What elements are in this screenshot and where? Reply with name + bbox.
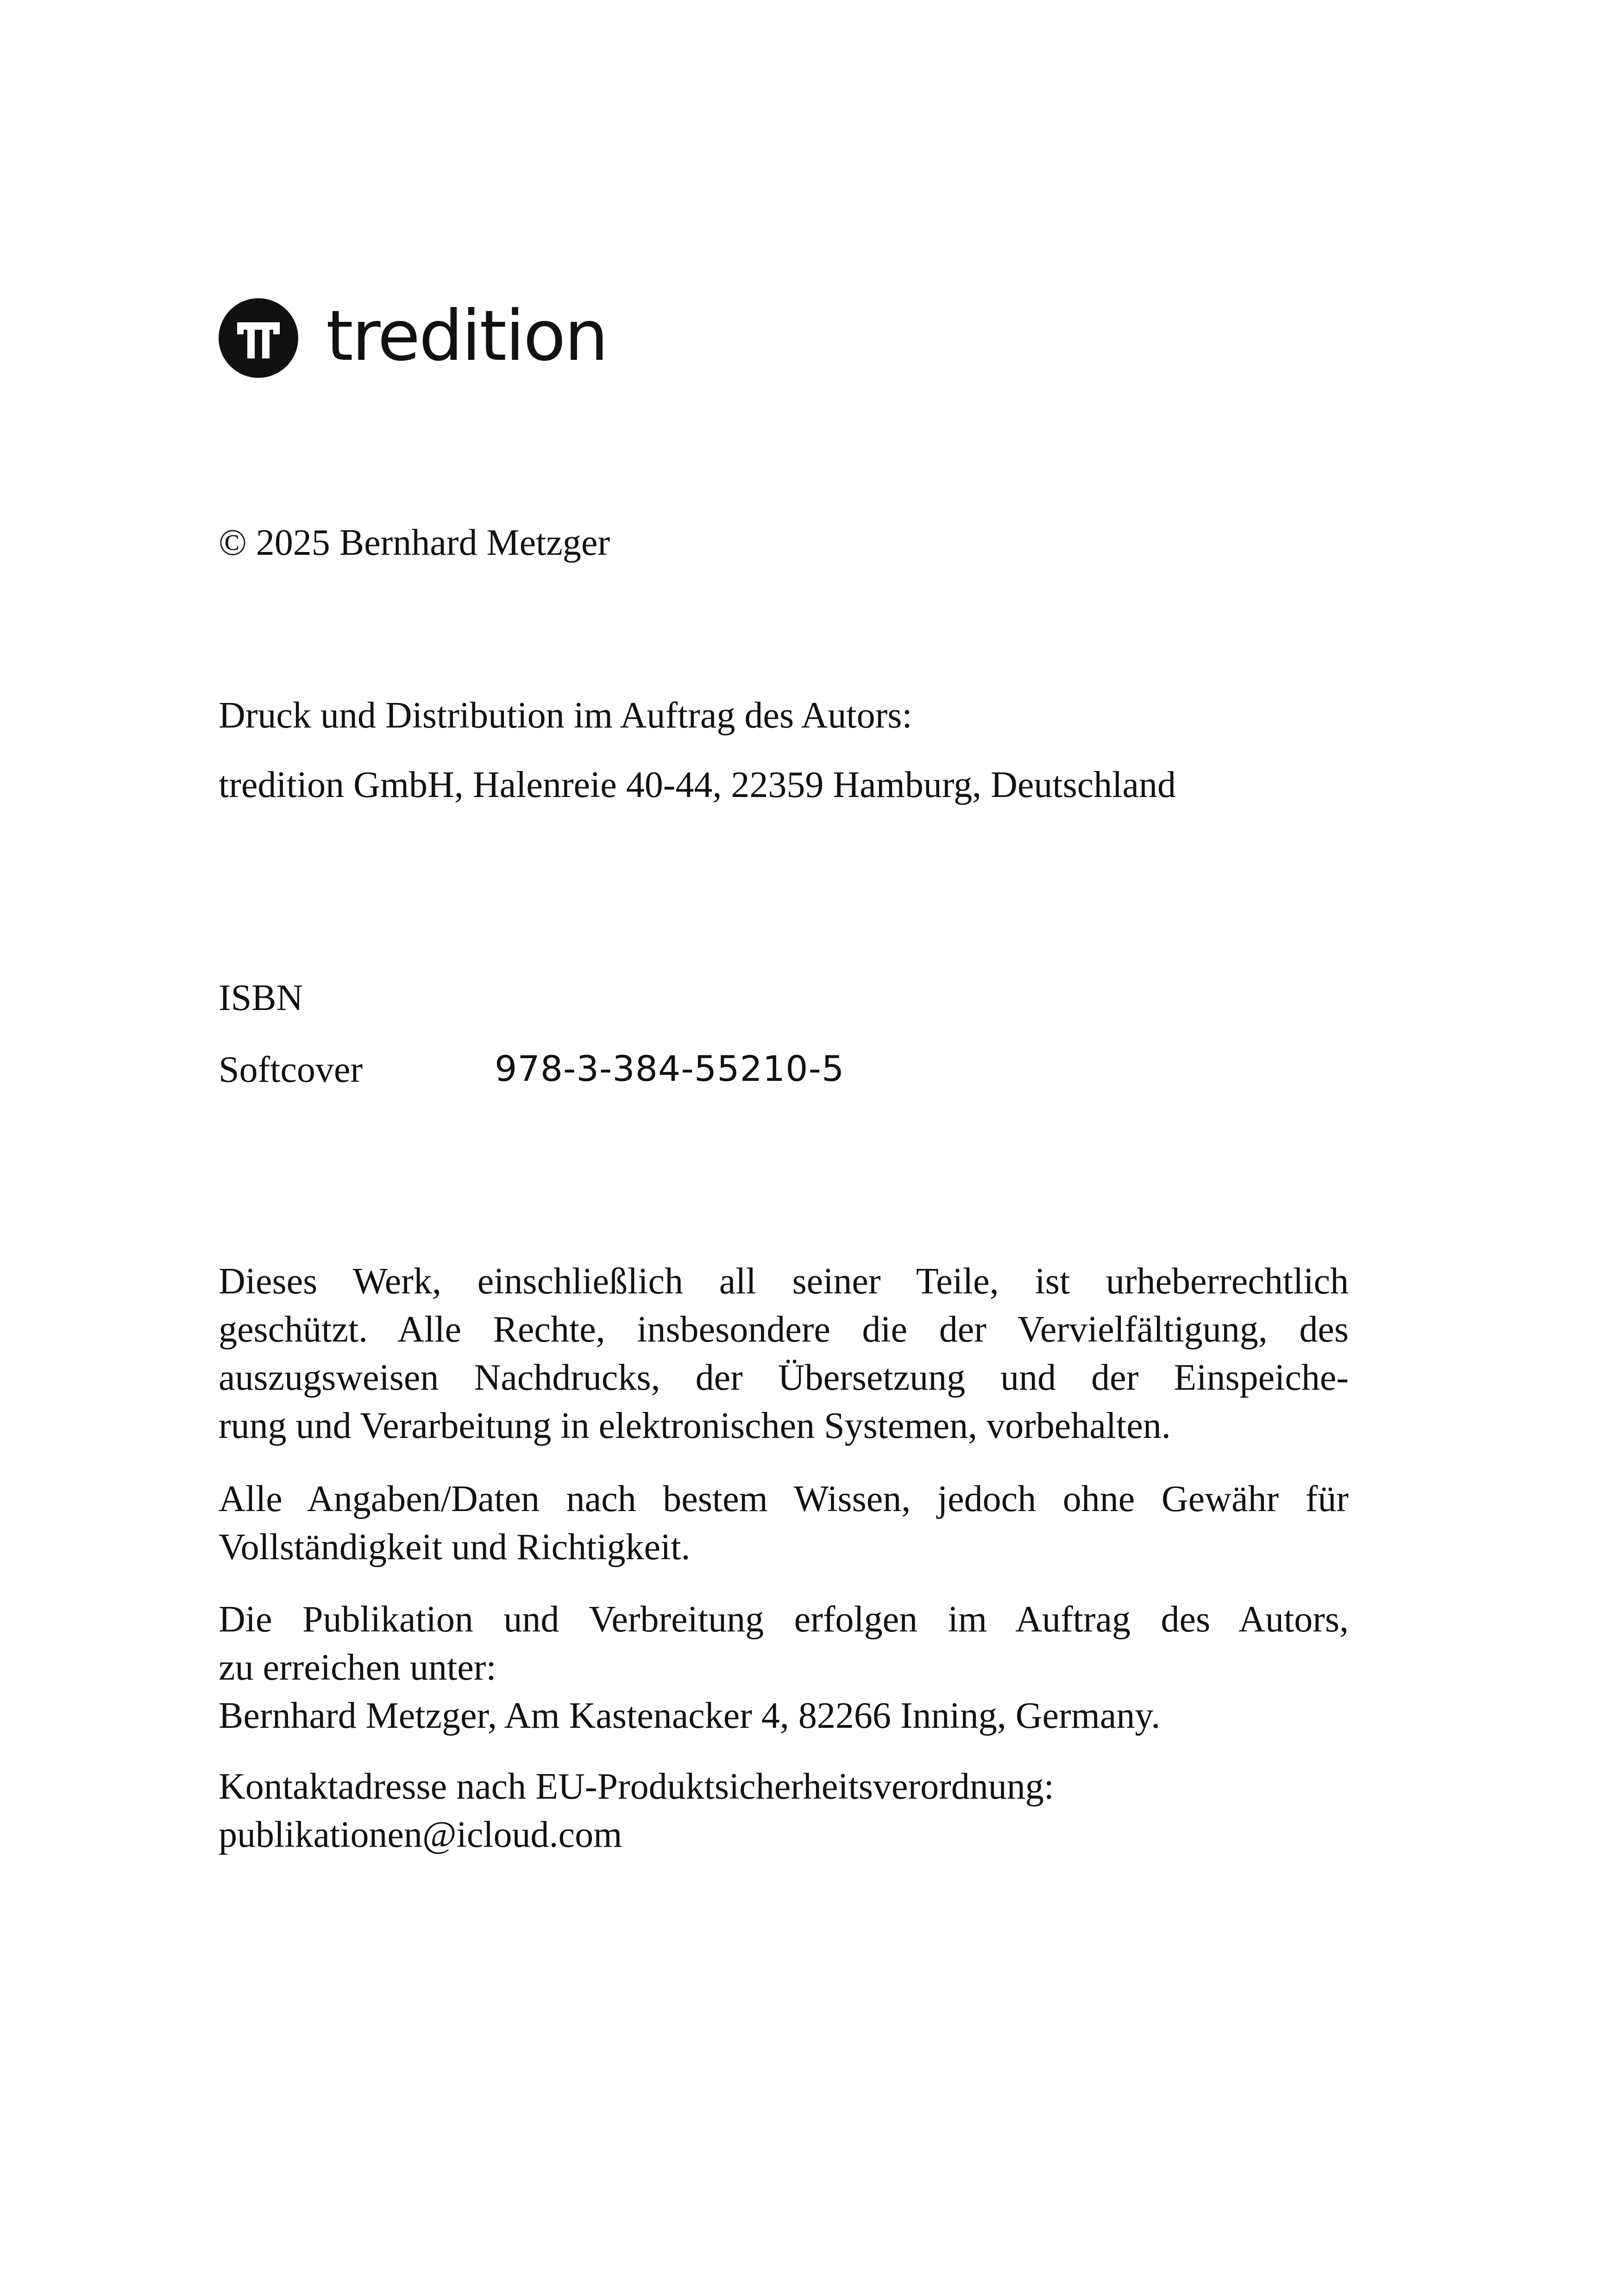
paragraph-line: Dieses Werk, einschließlich all seiner Teile, ist urheberrechtlich <box>219 1261 1349 1302</box>
isbn-number: 978-3-384-55210-5 <box>495 1048 845 1089</box>
isbn-format-label: Softcover <box>219 1049 363 1090</box>
publication-paragraph <box>219 1595 1349 1740</box>
distribution-heading: Druck und Distribution im Auftrag des Autors: <box>219 695 912 736</box>
distribution-address: tredition GmbH, Halenreie 40-44, 22359 Hamburg, Deutschland <box>219 765 1176 805</box>
copyright-notice-paragraph <box>219 1257 1349 1450</box>
paragraph-line: Vollständigkeit und Richtigkeit. <box>219 1527 691 1568</box>
paragraph-line: rung und Verarbeitung in elektronischen Systemen, vorbehalten. <box>219 1405 1171 1446</box>
contact-email: publikationen@icloud.com <box>219 1814 622 1855</box>
tredition-t-mark-icon <box>219 298 298 378</box>
paragraph-line: zu erreichen unter: <box>219 1647 496 1688</box>
logo-wordmark: tredition <box>326 296 607 376</box>
isbn-heading: ISBN <box>219 978 303 1018</box>
paragraph-line: Bernhard Metzger, Am Kastenacker 4, 82266 Inning, Germany. <box>219 1695 1161 1736</box>
paragraph-line: auszugsweisen Nachdrucks, der Übersetzung und der Einspeiche- <box>219 1357 1349 1398</box>
copyright-line: © 2025 Bernhard Metzger <box>219 522 610 563</box>
isbn-row <box>219 1048 845 1090</box>
contact-paragraph <box>219 1763 1349 1859</box>
publisher-logo <box>219 296 607 380</box>
paragraph-line: Die Publikation und Verbreitung erfolgen im Auftrag des Autors, <box>219 1599 1349 1640</box>
disclaimer-paragraph <box>219 1475 1349 1571</box>
paragraph-line: Kontaktadresse nach EU-Produktsicherheitsverordnung: <box>219 1766 1054 1807</box>
paragraph-line: Alle Angaben/Daten nach bestem Wissen, jedoch ohne Gewähr für <box>219 1479 1349 1519</box>
paragraph-line: geschützt. Alle Rechte, insbesondere die der Vervielfältigung, des <box>219 1309 1349 1350</box>
